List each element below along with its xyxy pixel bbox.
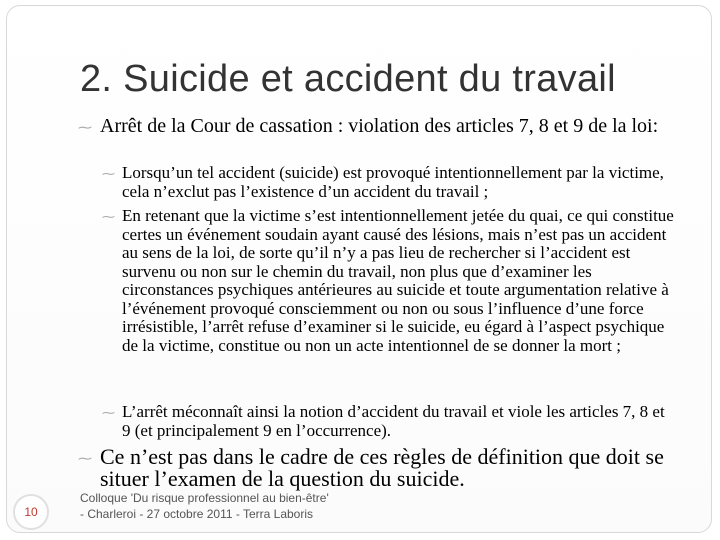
bullet-text: En retenant que la victime s’est intentionnellement jetée du quai, ce qui constitue certes un événement soudain ayant causé des lésions, mais n’est pas un accident au sens de la loi, de sorte qu’il n’y a pas lieu de rechercher si l’accident est survenu ou non sur le chemin du travail, non plus que d’examiner les circonstances psychiques antérieures au suicide et toute argumentation relative à l’événement provoqué consciemment ou non ou sous l’influence d’une force irrésistible, l’arrêt refuse d’examiner si le suicide, eu égard à l’aspect psychique de la victime, constitue ou non un acte intentionnel de se donner la mort ;: [122, 206, 674, 355]
bullet-level1: [78, 115, 695, 137]
curl-bullet-icon: ⁓: [102, 166, 115, 181]
curl-bullet-icon: ⁓: [102, 405, 115, 420]
bullet-text: L’arrêt méconnaît ainsi la notion d’accident du travail et viole les articles 7, 8 et 9 (et principalement 9 en l’occurrence).: [122, 402, 665, 440]
bullet-level2: [102, 402, 677, 440]
curl-bullet-icon: ⁓: [102, 209, 115, 224]
bullet-level2: [102, 206, 677, 355]
bullet-level1: [78, 444, 695, 491]
slide-title: 2. Suicide et accident du travail: [80, 58, 616, 100]
curl-bullet-icon: ⁓: [78, 452, 92, 467]
footer-line: - Charleroi - 27 octobre 2011 - Terra Laboris: [80, 507, 314, 521]
page-number: 10: [13, 494, 49, 530]
bullet-level2: [102, 163, 677, 201]
footer-line: Colloque 'Du risque professionnel au bien-être': [80, 491, 329, 505]
footer: [80, 490, 410, 522]
curl-bullet-icon: ⁓: [78, 121, 92, 136]
bullet-text: Lorsqu’un tel accident (suicide) est provoqué intentionnellement par la victime, cela n’exclut pas l’existence d’un accident du travail ;: [122, 163, 664, 201]
bullet-text: Arrêt de la Cour de cassation : violation des articles 7, 8 et 9 de la loi:: [100, 115, 659, 137]
bullet-text: Ce n’est pas dans le cadre de ces règles de définition que doit se situer l’examen de la question du suicide.: [100, 444, 664, 491]
